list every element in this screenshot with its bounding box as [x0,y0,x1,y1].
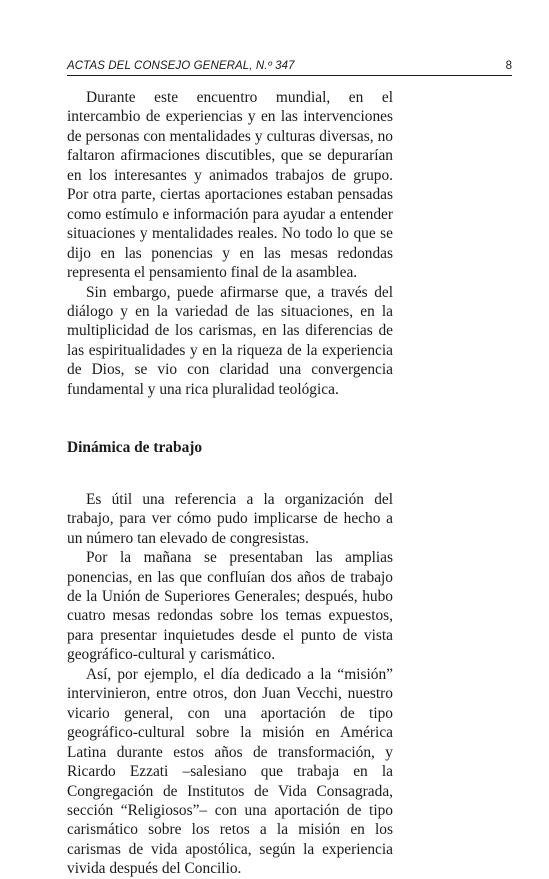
page-header [67,57,512,77]
body-paragraph: Sin embargo, puede afirmarse que, a través del diálogo y en la variedad de las situaciones, en la multiplicidad de los carismas, en las diferencias de las espiritualidades y en la riqueza de la experiencia de Dios, se vio con claridad una convergencia fundamental y una rica pluralidad teológica. [67,283,393,398]
section-heading: Dinámica de trabajo [67,439,203,457]
page-body [67,88,393,879]
header-rule [67,75,512,76]
running-title: ACTAS DEL CONSEJO GENERAL, N.º 347 [67,60,295,72]
body-paragraph: Así, por ejemplo, el día dedicado a la “misión” intervinieron, entre otros, don Juan Vecchi, nuestro vicario general, con una aportación de tipo geográfico-cultural sobre la misión en América Latina durante estos años de transformación, y Ricardo Ezzati –salesiano que trabaja en la Congregación de Institutos de Vida Consagrada, sección “Religiosos”– con una aportación de tipo carismático sobre los retos a la misión en los carismas de vida apostólica, según la experiencia vivida después del Concilio. [67,665,393,878]
body-paragraph: Por la mañana se presentaban las amplias ponencias, en las que confluían dos años de trabajo de la Unión de Superiores Generales; después, hubo cuatro mesas redondas sobre los temas expuestos, para presentar inquietudes desde el punto de vista geográfico-cultural y carismático. [67,549,393,664]
page-number: 8 [505,60,512,72]
body-paragraph: Es útil una referencia a la organización del trabajo, para ver cómo pudo implicarse de hecho a un número tan elevado de congresistas. [67,490,393,547]
body-paragraph: Durante este encuentro mundial, en el intercambio de experiencias y en las intervenciones de personas con mentalidades y culturas diversas, no faltaron afirmaciones discutibles, que se depurarían en los interesantes y animados trabajos de grupo. Por otra parte, ciertas aportaciones estaban pensadas como estímulo e información para ayudar a entender situaciones y mentalidades reales. No todo lo que se dijo en las ponencias y en las mesas redondas representa el pensamiento final de la asamblea. [67,89,393,282]
